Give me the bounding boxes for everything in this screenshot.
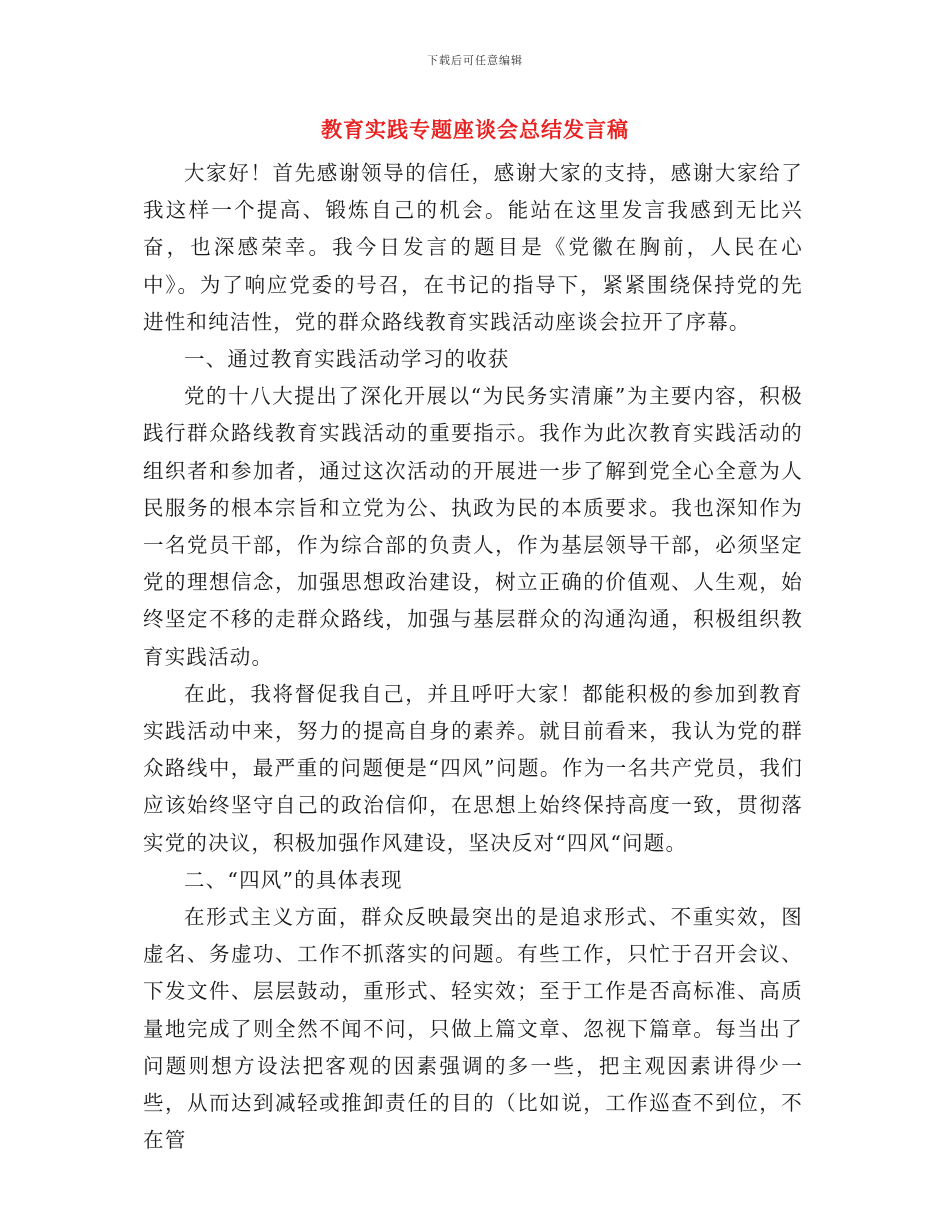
paragraph-section-1: 党的十八大提出了深化开展以“为民务实清廉”为主要内容，积极践行群众路线教育实践活动的重要指示。我作为此次教育实践活动的组织者和参加者，通过这次活动的开展进一步了解到党全心全意为人民服务的根本宗旨和立党为公、执政为民的本质要求。我也深知作为一名党员干部，作为综合部的负责人，作为基层领导干部，必须坚定党的理想信念，加强思想政治建设，树立正确的价值观、人生观，始终坚定不移的走群众路线，加强与基层群众的沟通沟通，积极组织教育实践活动。 bbox=[143, 384, 803, 669]
section-heading-1: 一、通过教育实践活动学习的收获 bbox=[184, 347, 510, 372]
paragraph-intro: 大家好！首先感谢领导的信任，感谢大家的支持，感谢大家给了我这样一个提高、锻炼自己的机会。能站在这里发言我感到无比兴奋，也深感荣幸。我今日发言的题目是《党徽在胸前，人民在心中》。为了响应党委的号召，在书记的指导下，紧紧围绕保持党的先进性和纯洁性，党的群众路线教育实践活动座谈会拉开了序幕。 bbox=[143, 161, 803, 334]
paragraph-section-2: 在形式主义方面，群众反映最突出的是追求形式、不重实效，图虚名、务虚功、工作不抓落实的问题。有些工作，只忙于召开会议、下发文件、层层鼓动，重形式、轻实效；至于工作是否高标准、高质量地完成了则全然不闻不问，只做上篇文章、忽视下篇章。每当出了问题则想方设法把客观的因素强调的多一些，把主观因素讲得少一些，从而达到减轻或推卸责任的目的（比如说，工作巡查不到位，不在管 bbox=[143, 905, 803, 1153]
document-title: 教育实践专题座谈会总结发言稿 bbox=[321, 117, 629, 142]
section-heading-2: 二、“四风”的具体表现 bbox=[184, 867, 403, 892]
header-note: 下载后可任意编辑 bbox=[427, 54, 523, 67]
paragraph-appeal: 在此，我将督促我自己，并且呼吁大家！都能积极的参加到教育实践活动中来，努力的提高自身的素养。就目前看来，我认为党的群众路线中，最严重的问题便是“四风”问题。作为一名共产党员，我们应该始终坚守自己的政治信仰，在思想上始终保持高度一致，贯彻落实党的决议，积极加强作风建设，坚决反对“四风“问题。 bbox=[143, 681, 803, 855]
document-body bbox=[143, 155, 803, 1159]
